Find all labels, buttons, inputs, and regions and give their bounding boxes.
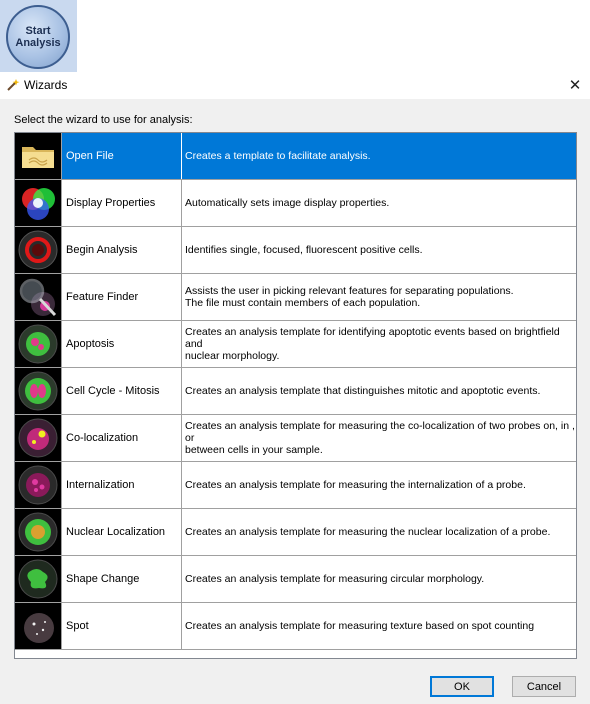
wizard-name: Co-localization bbox=[62, 415, 182, 461]
wizard-description bbox=[182, 556, 579, 602]
start-analysis-circle[interactable] bbox=[6, 5, 70, 69]
close-icon: ✕ bbox=[568, 77, 582, 94]
ok-button[interactable]: OK bbox=[430, 676, 494, 697]
wizard-description bbox=[182, 462, 579, 508]
red-cell-icon bbox=[15, 227, 62, 273]
mitosis-cell-icon bbox=[15, 368, 62, 414]
close-button[interactable] bbox=[564, 74, 586, 96]
spot-cell-icon bbox=[15, 603, 62, 649]
wizard-name: Spot bbox=[62, 603, 182, 649]
wizard-desc-line1: Automatically sets image display properties. bbox=[185, 197, 390, 209]
wizard-row-internalization[interactable] bbox=[15, 462, 576, 509]
start-analysis-label bbox=[10, 25, 66, 49]
wizard-name: Shape Change bbox=[62, 556, 182, 602]
dialog-title: Wizards bbox=[24, 78, 68, 92]
wizard-row-spot[interactable] bbox=[15, 603, 576, 650]
wizard-name: Begin Analysis bbox=[62, 227, 182, 273]
shape-cell-icon bbox=[15, 556, 62, 602]
wizard-list[interactable] bbox=[14, 132, 577, 659]
start-analysis-button[interactable] bbox=[0, 0, 77, 72]
wizard-desc-line1: Creates an analysis template for identifying apoptotic events based on brightfield and bbox=[185, 326, 560, 350]
wizard-prompt: Select the wizard to use for analysis: bbox=[14, 114, 193, 126]
wizard-desc-line1: Assists the user in picking relevant features for separating populations. bbox=[185, 285, 514, 297]
wizard-desc-line1: Creates an analysis template for measuring texture based on spot counting bbox=[185, 620, 535, 632]
wizard-description bbox=[182, 274, 579, 320]
wizard-row-shape-change[interactable] bbox=[15, 556, 576, 603]
magic-wand-icon bbox=[6, 78, 20, 92]
wizard-description bbox=[182, 227, 579, 273]
wizard-name: Cell Cycle - Mitosis bbox=[62, 368, 182, 414]
color-wheel-icon bbox=[15, 180, 62, 226]
wizard-row-co-localization[interactable] bbox=[15, 415, 576, 462]
internalization-cell-icon bbox=[15, 462, 62, 508]
wizard-row-nuclear-localization[interactable] bbox=[15, 509, 576, 556]
wizard-desc-line2: The file must contain members of each population. bbox=[185, 297, 421, 309]
wizards-dialog bbox=[0, 72, 590, 704]
wizard-desc-line2: nuclear morphology. bbox=[185, 350, 280, 362]
wizard-desc-line1: Creates an analysis template that distinguishes mitotic and apoptotic events. bbox=[185, 385, 541, 397]
wizard-row-display-properties[interactable] bbox=[15, 180, 576, 227]
wizard-row-begin-analysis[interactable] bbox=[15, 227, 576, 274]
magnifier-cell-icon bbox=[15, 274, 62, 320]
wizard-desc-line1: Creates an analysis template for measuring the co-localization of two probes on, in , or bbox=[185, 420, 575, 444]
wizard-description bbox=[182, 509, 579, 555]
wizard-desc-line1: Creates an analysis template for measuring the nuclear localization of a probe. bbox=[185, 526, 551, 538]
wizard-row-feature-finder[interactable] bbox=[15, 274, 576, 321]
start-label-line1: Start bbox=[25, 25, 51, 37]
colocalization-cell-icon bbox=[15, 415, 62, 461]
wizard-desc-line2: between cells in your sample. bbox=[185, 444, 323, 456]
wizard-desc-line1: Identifies single, focused, fluorescent positive cells. bbox=[185, 244, 423, 256]
wizard-description bbox=[182, 603, 579, 649]
wizard-name: Internalization bbox=[62, 462, 182, 508]
folder-icon bbox=[15, 133, 62, 179]
wizard-description bbox=[182, 321, 579, 367]
wizard-description bbox=[182, 133, 579, 179]
wizard-desc-line1: Creates an analysis template for measuring the internalization of a probe. bbox=[185, 479, 526, 491]
wizard-name: Apoptosis bbox=[62, 321, 182, 367]
wizard-name: Nuclear Localization bbox=[62, 509, 182, 555]
start-label-line2: Analysis bbox=[15, 37, 61, 49]
wizard-desc-line1: Creates a template to facilitate analysis. bbox=[185, 150, 371, 162]
wizard-row-cell-cycle-mitosis[interactable] bbox=[15, 368, 576, 415]
nuclear-cell-icon bbox=[15, 509, 62, 555]
wizard-desc-line1: Creates an analysis template for measuring circular morphology. bbox=[185, 573, 485, 585]
apoptosis-cell-icon bbox=[15, 321, 62, 367]
wizard-name: Display Properties bbox=[62, 180, 182, 226]
wizard-name: Open File bbox=[62, 133, 182, 179]
wizard-name: Feature Finder bbox=[62, 274, 182, 320]
wizard-description bbox=[182, 415, 579, 461]
cancel-button[interactable]: Cancel bbox=[512, 676, 576, 697]
wizard-row-apoptosis[interactable] bbox=[15, 321, 576, 368]
wizard-description bbox=[182, 180, 579, 226]
wizard-row-open-file[interactable] bbox=[15, 133, 576, 180]
title-bar bbox=[0, 72, 590, 99]
wizard-description bbox=[182, 368, 579, 414]
